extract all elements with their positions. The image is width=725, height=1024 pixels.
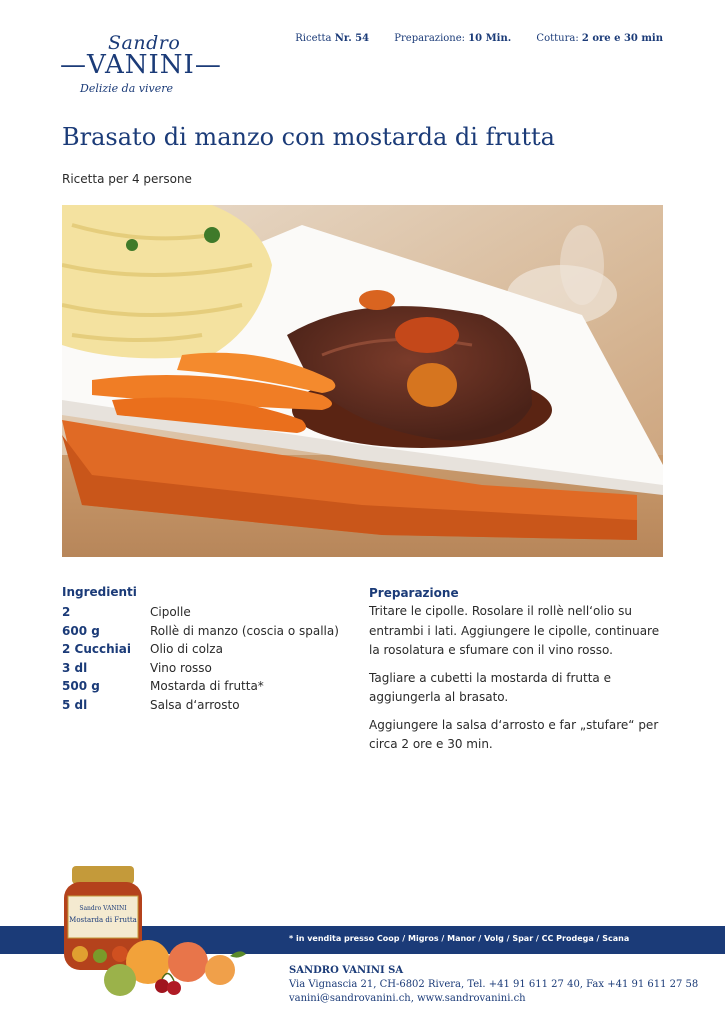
ingredient-name: Vino rosso: [150, 660, 212, 675]
ingredient-row: [62, 640, 342, 659]
brand-logo: [60, 30, 222, 100]
logo-name: —VANINI—: [60, 50, 222, 80]
preparation-heading: Preparazione: [369, 586, 459, 600]
ingredient-row: [62, 696, 342, 715]
ingredient-name: Cipolle: [150, 605, 191, 620]
availability-note: * in vendita presso Coop / Migros / Manor / Volg / Spar / CC Prodega / Scana: [289, 934, 630, 943]
ingredients-list: [62, 585, 342, 714]
svg-text:Mostarda di Frutta: Mostarda di Frutta: [69, 916, 137, 924]
company-info: [289, 964, 698, 1006]
logo-tagline: Delizie da vivere: [80, 82, 174, 95]
cook-time: Cottura: 2 ore e 30 min: [536, 33, 663, 44]
ingredient-row: [62, 659, 342, 678]
ingredient-qty: 3 dl: [62, 660, 88, 675]
preparation-section: [369, 585, 664, 763]
ingredient-name: Rollè di manzo (coscia o spalla): [150, 623, 339, 638]
prep-time: Preparazione: 10 Min.: [394, 33, 512, 44]
preparation-step: Aggiungere la salsa d‘arrosto e far „stufare“ per circa 2 ore e 30 min.: [369, 717, 659, 751]
ingredient-qty: 500 g: [62, 679, 100, 694]
ingredient-row: [62, 622, 342, 641]
company-contact[interactable]: vanini@sandrovanini.ch, www.sandrovanini.ch: [289, 993, 526, 1004]
recipe-meta: [295, 33, 663, 44]
ingredient-name: Mostarda di frutta*: [150, 679, 264, 694]
ingredients-heading: Ingredienti: [62, 585, 137, 599]
servings: Ricetta per 4 persone: [62, 172, 192, 186]
ingredient-qty: 5 dl: [62, 697, 88, 712]
ingredient-name: Olio di colza: [150, 642, 223, 657]
recipe-title: Brasato di manzo con mostarda di frutta: [62, 123, 555, 151]
ingredient-row: [62, 677, 342, 696]
ingredient-row: [62, 603, 342, 622]
dish-photo: [62, 205, 663, 557]
recipe-number: Ricetta Nr. 54: [295, 33, 370, 44]
preparation-step: Tagliare a cubetti la mostarda di frutta e aggiungerla al brasato.: [369, 670, 611, 704]
svg-text:Sandro VANINI: Sandro VANINI: [79, 905, 127, 912]
company-address: Via Vignascia 21, CH-6802 Rivera, Tel. +41 91 611 27 40, Fax +41 91 611 27 58: [289, 979, 699, 990]
ingredient-name: Salsa d‘arrosto: [150, 697, 240, 712]
ingredient-qty: 2 Cucchiai: [62, 642, 131, 657]
ingredient-qty: 2: [62, 605, 71, 620]
product-jar-image: [50, 862, 250, 1002]
logo-script: Sandro: [108, 32, 181, 54]
preparation-step: Tritare le cipolle. Rosolare il rollè nell‘olio su entrambi i lati. Aggiungere le cipolle, continuare la rosolatura e sfumare con il vino rosso.: [369, 604, 660, 657]
ingredient-qty: 600 g: [62, 623, 100, 638]
company-name: SANDRO VANINI SA: [289, 965, 404, 976]
